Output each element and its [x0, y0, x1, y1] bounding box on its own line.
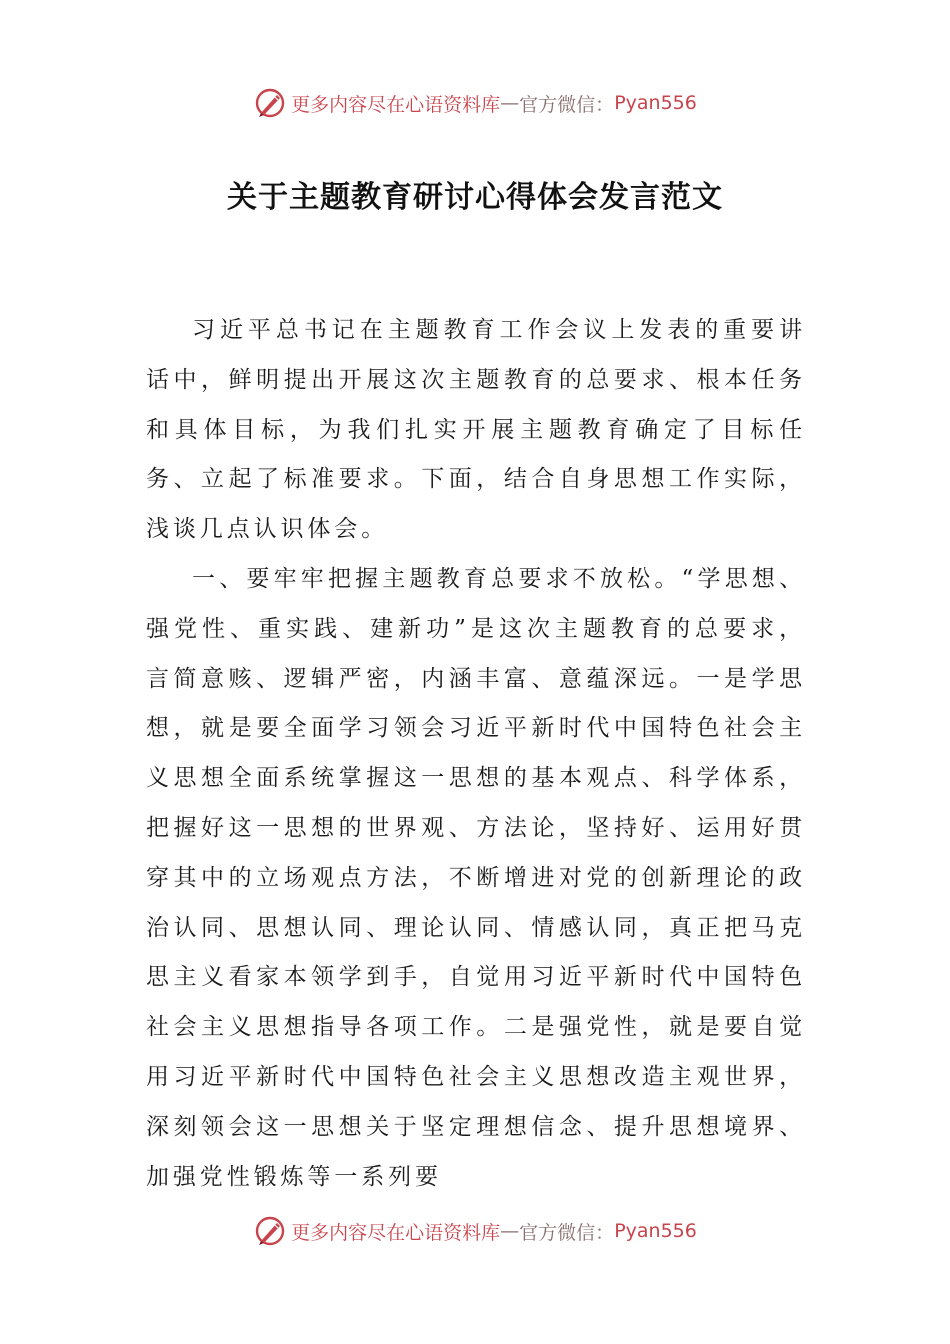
brand-name: 更多内容尽在心语资料库: [291, 93, 501, 116]
document-body: [146, 306, 806, 1202]
header-banner: [0, 83, 950, 123]
footer-banner: [0, 1211, 950, 1251]
brand-wechat: Pyan556: [614, 92, 697, 114]
document-title: 关于主题教育研讨心得体会发言范文: [227, 180, 723, 215]
brand-dash: —: [500, 1220, 520, 1242]
body-paragraph: 习近平总书记在主题教育工作会议上发表的重要讲话中，鲜明提出开展这次主题教育的总要求、根本任务和具体目标，为我们扎实开展主题教育确定了目标任务、立起了标准要求。下面，结合自身思想工作实际，浅谈几点认识体会。: [146, 317, 806, 543]
brand-contact: 官方微信：: [519, 93, 615, 116]
pen-logo-icon: [253, 1214, 287, 1248]
brand-contact: 官方微信：: [519, 1221, 615, 1244]
brand-dash: —: [500, 92, 520, 114]
brand-wechat: Pyan556: [614, 1220, 697, 1242]
pen-logo-icon: [253, 86, 287, 120]
body-paragraph: 一、要牢牢把握主题教育总要求不放松。“学思想、强党性、重实践、建新功”是这次主题教育的总要求，言简意赅、逻辑严密，内涵丰富、意蕴深远。一是学思想，就是要全面学习领会习近平新时代中国特色社会主义思想全面系统掌握这一思想的基本观点、科学体系，把握好这一思想的世界观、方法论，坚持好、运用好贯穿其中的立场观点方法，不断增进对党的创新理论的政治认同、思想认同、理论认同、情感认同，真正把马克思主义看家本领学到手，自觉用习近平新时代中国特色社会主义思想指导各项工作。二是强党性，就是要自觉用习近平新时代中国特色社会主义思想改造主观世界，深刻领会这一思想关于坚定理想信念、提升思想境界、加强党性锻炼等一系列要: [146, 565, 806, 1190]
brand-name: 更多内容尽在心语资料库: [291, 1221, 501, 1244]
